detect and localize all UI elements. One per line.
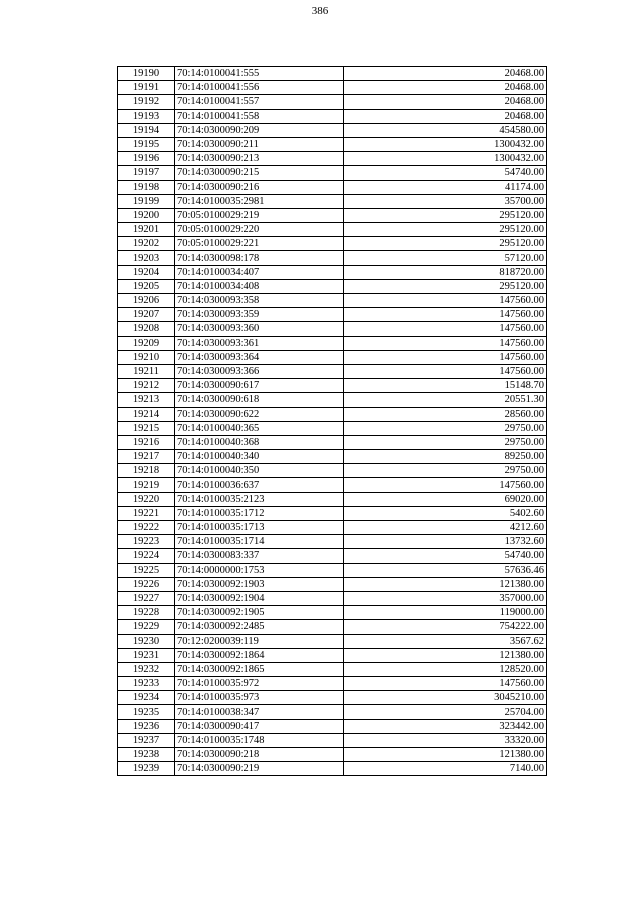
- row-number: 19199: [118, 194, 175, 208]
- table-row: [118, 563, 547, 577]
- row-number: 19219: [118, 478, 175, 492]
- row-number: 19229: [118, 620, 175, 634]
- table-row: [118, 407, 547, 421]
- cadastral-value: 28560.00: [344, 407, 547, 421]
- row-number: 19201: [118, 223, 175, 237]
- cadastral-value: 29750.00: [344, 435, 547, 449]
- row-number: 19192: [118, 95, 175, 109]
- row-number: 19191: [118, 81, 175, 95]
- cadastral-value: 121380.00: [344, 648, 547, 662]
- table-row: [118, 393, 547, 407]
- row-number: 19217: [118, 450, 175, 464]
- row-number: 19233: [118, 677, 175, 691]
- table-row: [118, 606, 547, 620]
- row-number: 19207: [118, 308, 175, 322]
- table-row: [118, 322, 547, 336]
- cadastral-value: 147560.00: [344, 478, 547, 492]
- cadastral-number: 70:14:0300093:364: [175, 350, 344, 364]
- row-number: 19236: [118, 719, 175, 733]
- cadastral-value: 295120.00: [344, 208, 547, 222]
- cadastral-value: 35700.00: [344, 194, 547, 208]
- cadastral-number: 70:14:0100040:365: [175, 421, 344, 435]
- table-row: [118, 336, 547, 350]
- row-number: 19228: [118, 606, 175, 620]
- table-row: [118, 421, 547, 435]
- cadastral-number: 70:14:0300093:358: [175, 294, 344, 308]
- cadastral-number: 70:12:0200039:119: [175, 634, 344, 648]
- row-number: 19216: [118, 435, 175, 449]
- table-row: [118, 265, 547, 279]
- cadastral-value: 69020.00: [344, 492, 547, 506]
- cadastral-number: 70:14:0100040:368: [175, 435, 344, 449]
- row-number: 19205: [118, 279, 175, 293]
- cadastral-value: 295120.00: [344, 279, 547, 293]
- table-row: [118, 733, 547, 747]
- row-number: 19200: [118, 208, 175, 222]
- cadastral-value: 119000.00: [344, 606, 547, 620]
- table-row: [118, 506, 547, 520]
- row-number: 19202: [118, 237, 175, 251]
- cadastral-number: 70:14:0300093:361: [175, 336, 344, 350]
- cadastral-value: 147560.00: [344, 322, 547, 336]
- cadastral-number: 70:14:0300090:219: [175, 762, 344, 776]
- table-row: [118, 492, 547, 506]
- cadastral-number: 70:05:0100029:221: [175, 237, 344, 251]
- cadastral-value: 323442.00: [344, 719, 547, 733]
- cadastral-number: 70:14:0100041:557: [175, 95, 344, 109]
- cadastral-value: 754222.00: [344, 620, 547, 634]
- cadastral-value: 121380.00: [344, 748, 547, 762]
- cadastral-value: 25704.00: [344, 705, 547, 719]
- cadastral-value: 147560.00: [344, 336, 547, 350]
- cadastral-number: 70:14:0100038:347: [175, 705, 344, 719]
- row-number: 19230: [118, 634, 175, 648]
- table-row: [118, 350, 547, 364]
- row-number: 19222: [118, 521, 175, 535]
- cadastral-value: 3045210.00: [344, 691, 547, 705]
- table-row: [118, 251, 547, 265]
- cadastral-number: 70:14:0000000:1753: [175, 563, 344, 577]
- table-row: [118, 535, 547, 549]
- cadastral-number: 70:14:0300092:1905: [175, 606, 344, 620]
- cadastral-value: 1300432.00: [344, 152, 547, 166]
- row-number: 19231: [118, 648, 175, 662]
- row-number: 19218: [118, 464, 175, 478]
- table-row: [118, 81, 547, 95]
- cadastral-value: 295120.00: [344, 223, 547, 237]
- cadastral-value: 29750.00: [344, 464, 547, 478]
- row-number: 19220: [118, 492, 175, 506]
- table-row: [118, 748, 547, 762]
- cadastral-number: 70:14:0300090:215: [175, 166, 344, 180]
- table-row: [118, 208, 547, 222]
- cadastral-number: 70:14:0100040:350: [175, 464, 344, 478]
- row-number: 19239: [118, 762, 175, 776]
- cadastral-value: 57120.00: [344, 251, 547, 265]
- table-row: [118, 762, 547, 776]
- cadastral-number: 70:14:0100035:2981: [175, 194, 344, 208]
- row-number: 19215: [118, 421, 175, 435]
- row-number: 19238: [118, 748, 175, 762]
- table-row: [118, 435, 547, 449]
- cadastral-number: 70:14:0300093:360: [175, 322, 344, 336]
- cadastral-value: 295120.00: [344, 237, 547, 251]
- cadastral-number: 70:14:0300090:216: [175, 180, 344, 194]
- cadastral-number: 70:14:0100034:408: [175, 279, 344, 293]
- cadastral-value: 4212.60: [344, 521, 547, 535]
- table-row: [118, 450, 547, 464]
- cadastral-number: 70:14:0300090:622: [175, 407, 344, 421]
- table-row: [118, 591, 547, 605]
- cadastral-number: 70:14:0300092:2485: [175, 620, 344, 634]
- cadastral-value: 33320.00: [344, 733, 547, 747]
- cadastral-value: 147560.00: [344, 308, 547, 322]
- table-row: [118, 634, 547, 648]
- table-row: [118, 123, 547, 137]
- cadastral-number: 70:14:0300098:178: [175, 251, 344, 265]
- row-number: 19196: [118, 152, 175, 166]
- cadastral-value: 54740.00: [344, 549, 547, 563]
- table-row: [118, 464, 547, 478]
- row-number: 19227: [118, 591, 175, 605]
- row-number: 19225: [118, 563, 175, 577]
- row-number: 19197: [118, 166, 175, 180]
- cadastral-value: 3567.62: [344, 634, 547, 648]
- table-row: [118, 521, 547, 535]
- cadastral-value: 29750.00: [344, 421, 547, 435]
- table-row: [118, 662, 547, 676]
- row-number: 19198: [118, 180, 175, 194]
- table-row: [118, 648, 547, 662]
- cadastral-number: 70:14:0100034:407: [175, 265, 344, 279]
- cadastral-value: 147560.00: [344, 364, 547, 378]
- cadastral-value: 20468.00: [344, 67, 547, 81]
- row-number: 19210: [118, 350, 175, 364]
- cadastral-number: 70:14:0300092:1864: [175, 648, 344, 662]
- cadastral-number: 70:14:0300090:211: [175, 137, 344, 151]
- cadastral-value: 57636.46: [344, 563, 547, 577]
- row-number: 19206: [118, 294, 175, 308]
- row-number: 19194: [118, 123, 175, 137]
- row-number: 19211: [118, 364, 175, 378]
- table-row: [118, 705, 547, 719]
- row-number: 19204: [118, 265, 175, 279]
- cadastral-number: 70:14:0300090:209: [175, 123, 344, 137]
- table-row: [118, 109, 547, 123]
- cadastral-number: 70:14:0300090:218: [175, 748, 344, 762]
- table-row: [118, 549, 547, 563]
- table-row: [118, 237, 547, 251]
- cadastral-number: 70:14:0100040:340: [175, 450, 344, 464]
- cadastral-number: 70:14:0300090:213: [175, 152, 344, 166]
- cadastral-value: 454580.00: [344, 123, 547, 137]
- row-number: 19224: [118, 549, 175, 563]
- table-row: [118, 279, 547, 293]
- row-number: 19190: [118, 67, 175, 81]
- cadastral-number: 70:14:0100035:1748: [175, 733, 344, 747]
- row-number: 19226: [118, 577, 175, 591]
- row-number: 19221: [118, 506, 175, 520]
- row-number: 19214: [118, 407, 175, 421]
- cadastral-value: 20468.00: [344, 95, 547, 109]
- row-number: 19209: [118, 336, 175, 350]
- cadastral-value: 7140.00: [344, 762, 547, 776]
- cadastral-number: 70:05:0100029:219: [175, 208, 344, 222]
- table-row: [118, 180, 547, 194]
- cadastral-value: 128520.00: [344, 662, 547, 676]
- cadastral-number: 70:14:0300093:366: [175, 364, 344, 378]
- cadastral-number: 70:14:0300092:1903: [175, 577, 344, 591]
- table-row: [118, 95, 547, 109]
- cadastral-number: 70:14:0100035:1714: [175, 535, 344, 549]
- cadastral-number: 70:14:0100041:555: [175, 67, 344, 81]
- table-row: [118, 620, 547, 634]
- table-row: [118, 152, 547, 166]
- row-number: 19208: [118, 322, 175, 336]
- row-number: 19213: [118, 393, 175, 407]
- cadastral-number: 70:14:0300090:617: [175, 379, 344, 393]
- cadastral-number: 70:14:0100041:558: [175, 109, 344, 123]
- table-row: [118, 719, 547, 733]
- cadastral-value: 147560.00: [344, 677, 547, 691]
- table-row: [118, 379, 547, 393]
- registry-table: [117, 66, 547, 776]
- cadastral-value: 20468.00: [344, 109, 547, 123]
- cadastral-number: 70:14:0300083:337: [175, 549, 344, 563]
- cadastral-value: 357000.00: [344, 591, 547, 605]
- row-number: 19223: [118, 535, 175, 549]
- table-row: [118, 364, 547, 378]
- table-row: [118, 223, 547, 237]
- cadastral-number: 70:14:0100035:973: [175, 691, 344, 705]
- cadastral-number: 70:14:0100035:1713: [175, 521, 344, 535]
- row-number: 19193: [118, 109, 175, 123]
- table-row: [118, 677, 547, 691]
- row-number: 19232: [118, 662, 175, 676]
- row-number: 19237: [118, 733, 175, 747]
- row-number: 19234: [118, 691, 175, 705]
- cadastral-number: 70:14:0300092:1865: [175, 662, 344, 676]
- row-number: 19235: [118, 705, 175, 719]
- table-row: [118, 166, 547, 180]
- cadastral-value: 5402.60: [344, 506, 547, 520]
- row-number: 19212: [118, 379, 175, 393]
- table-row: [118, 67, 547, 81]
- table-row: [118, 137, 547, 151]
- table-row: [118, 308, 547, 322]
- cadastral-value: 41174.00: [344, 180, 547, 194]
- cadastral-value: 20468.00: [344, 81, 547, 95]
- cadastral-number: 70:14:0100036:637: [175, 478, 344, 492]
- table-row: [118, 294, 547, 308]
- cadastral-number: 70:14:0100035:2123: [175, 492, 344, 506]
- table-row: [118, 577, 547, 591]
- cadastral-number: 70:14:0300092:1904: [175, 591, 344, 605]
- row-number: 19203: [118, 251, 175, 265]
- cadastral-value: 147560.00: [344, 294, 547, 308]
- cadastral-value: 89250.00: [344, 450, 547, 464]
- cadastral-number: 70:14:0300090:618: [175, 393, 344, 407]
- cadastral-value: 818720.00: [344, 265, 547, 279]
- cadastral-number: 70:14:0100035:1712: [175, 506, 344, 520]
- cadastral-number: 70:14:0300093:359: [175, 308, 344, 322]
- table-row: [118, 194, 547, 208]
- page-number: 386: [311, 5, 329, 17]
- cadastral-value: 1300432.00: [344, 137, 547, 151]
- cadastral-number: 70:14:0100041:556: [175, 81, 344, 95]
- cadastral-value: 13732.60: [344, 535, 547, 549]
- cadastral-number: 70:05:0100029:220: [175, 223, 344, 237]
- table-body: [118, 67, 547, 776]
- cadastral-value: 15148.70: [344, 379, 547, 393]
- table-row: [118, 691, 547, 705]
- cadastral-value: 121380.00: [344, 577, 547, 591]
- cadastral-value: 147560.00: [344, 350, 547, 364]
- row-number: 19195: [118, 137, 175, 151]
- cadastral-value: 20551.30: [344, 393, 547, 407]
- cadastral-number: 70:14:0300090:417: [175, 719, 344, 733]
- cadastral-number: 70:14:0100035:972: [175, 677, 344, 691]
- cadastral-value: 54740.00: [344, 166, 547, 180]
- table-row: [118, 478, 547, 492]
